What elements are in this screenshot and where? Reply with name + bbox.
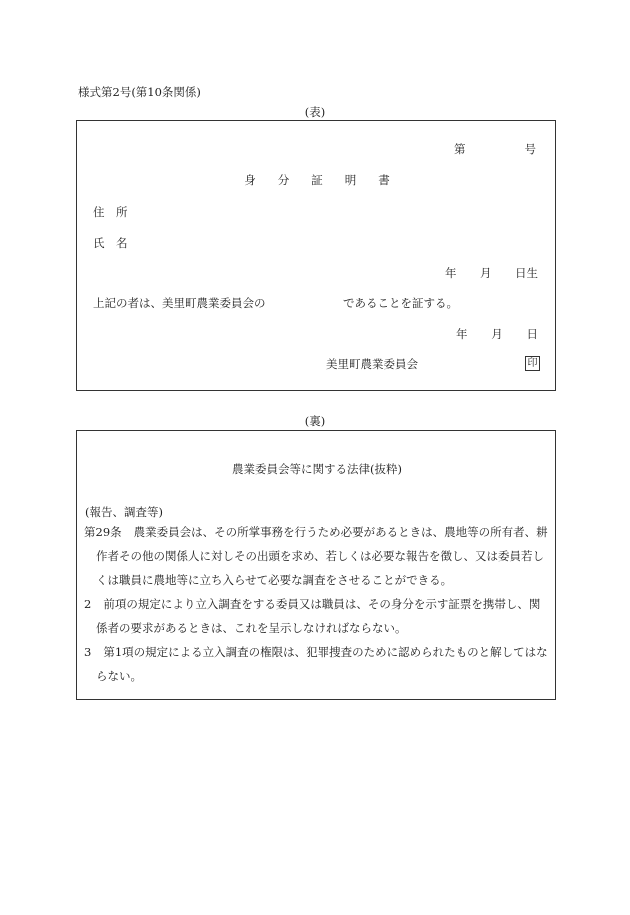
issuer-name: 美里町農業委員会 [326,357,418,371]
paragraph-2-number: 2 [84,597,92,611]
birth-month: 月 [480,266,492,280]
birth-date-row [445,265,538,281]
name-label: 氏 名 [93,236,128,250]
issue-year: 年 [456,327,468,341]
form-label: 様式第2号(第10条関係) [78,85,201,99]
paragraph-3-number: 3 [84,645,92,659]
issue-month: 月 [491,327,503,341]
law-title: 農業委員会等に関する法律(抜粋) [232,462,402,476]
paragraph-3 [84,640,552,688]
paragraph-2 [84,592,552,640]
issue-day: 日 [526,327,538,341]
issue-date-row [456,326,538,342]
back-section-label: (裏) [304,414,326,428]
paragraph-2-line-2: 係者の要求があるときは、これを呈示しなければならない。 [96,621,407,635]
article-number: 第29条 [84,525,122,539]
number-dai: 第 [454,142,466,156]
paragraph-3-line-1: 第1項の規定による立入調査の権限は、犯罪捜査のために認められたものと解してはな [103,645,548,659]
birth-year: 年 [445,266,457,280]
paragraph-2-line-1: 前項の規定により立入調査をする委員又は職員は、その身分を示す証票を携帯し、関 [103,597,541,611]
number-go: 号 [524,142,536,156]
address-label: 住 所 [93,205,128,219]
certification-prefix: 上記の者は、美里町農業委員会の [93,296,266,310]
birth-day: 日生 [515,266,538,280]
certificate-number-row [454,141,536,157]
certification-suffix: であることを証する。 [343,296,458,310]
seal-mark: 印 [525,356,540,371]
article-line-3: くは職員に農地等に立ち入らせて必要な調査をさせることができる。 [96,573,453,587]
article-line-2: 作者その他の関係人に対しその出頭を求め、若しくは必要な報告を徴し、又は委員若し [96,549,545,563]
article-29 [84,520,552,592]
certificate-title: 身分証明書 [244,173,412,187]
law-heading: (報告、調査等) [85,505,163,519]
article-line-1: 農業委員会は、その所掌事務を行うため必要があるときは、農地等の所有者、耕 [133,525,548,539]
paragraph-3-line-2: らない。 [96,669,142,683]
front-certificate-box [76,120,556,391]
front-section-label: (表) [304,105,326,119]
